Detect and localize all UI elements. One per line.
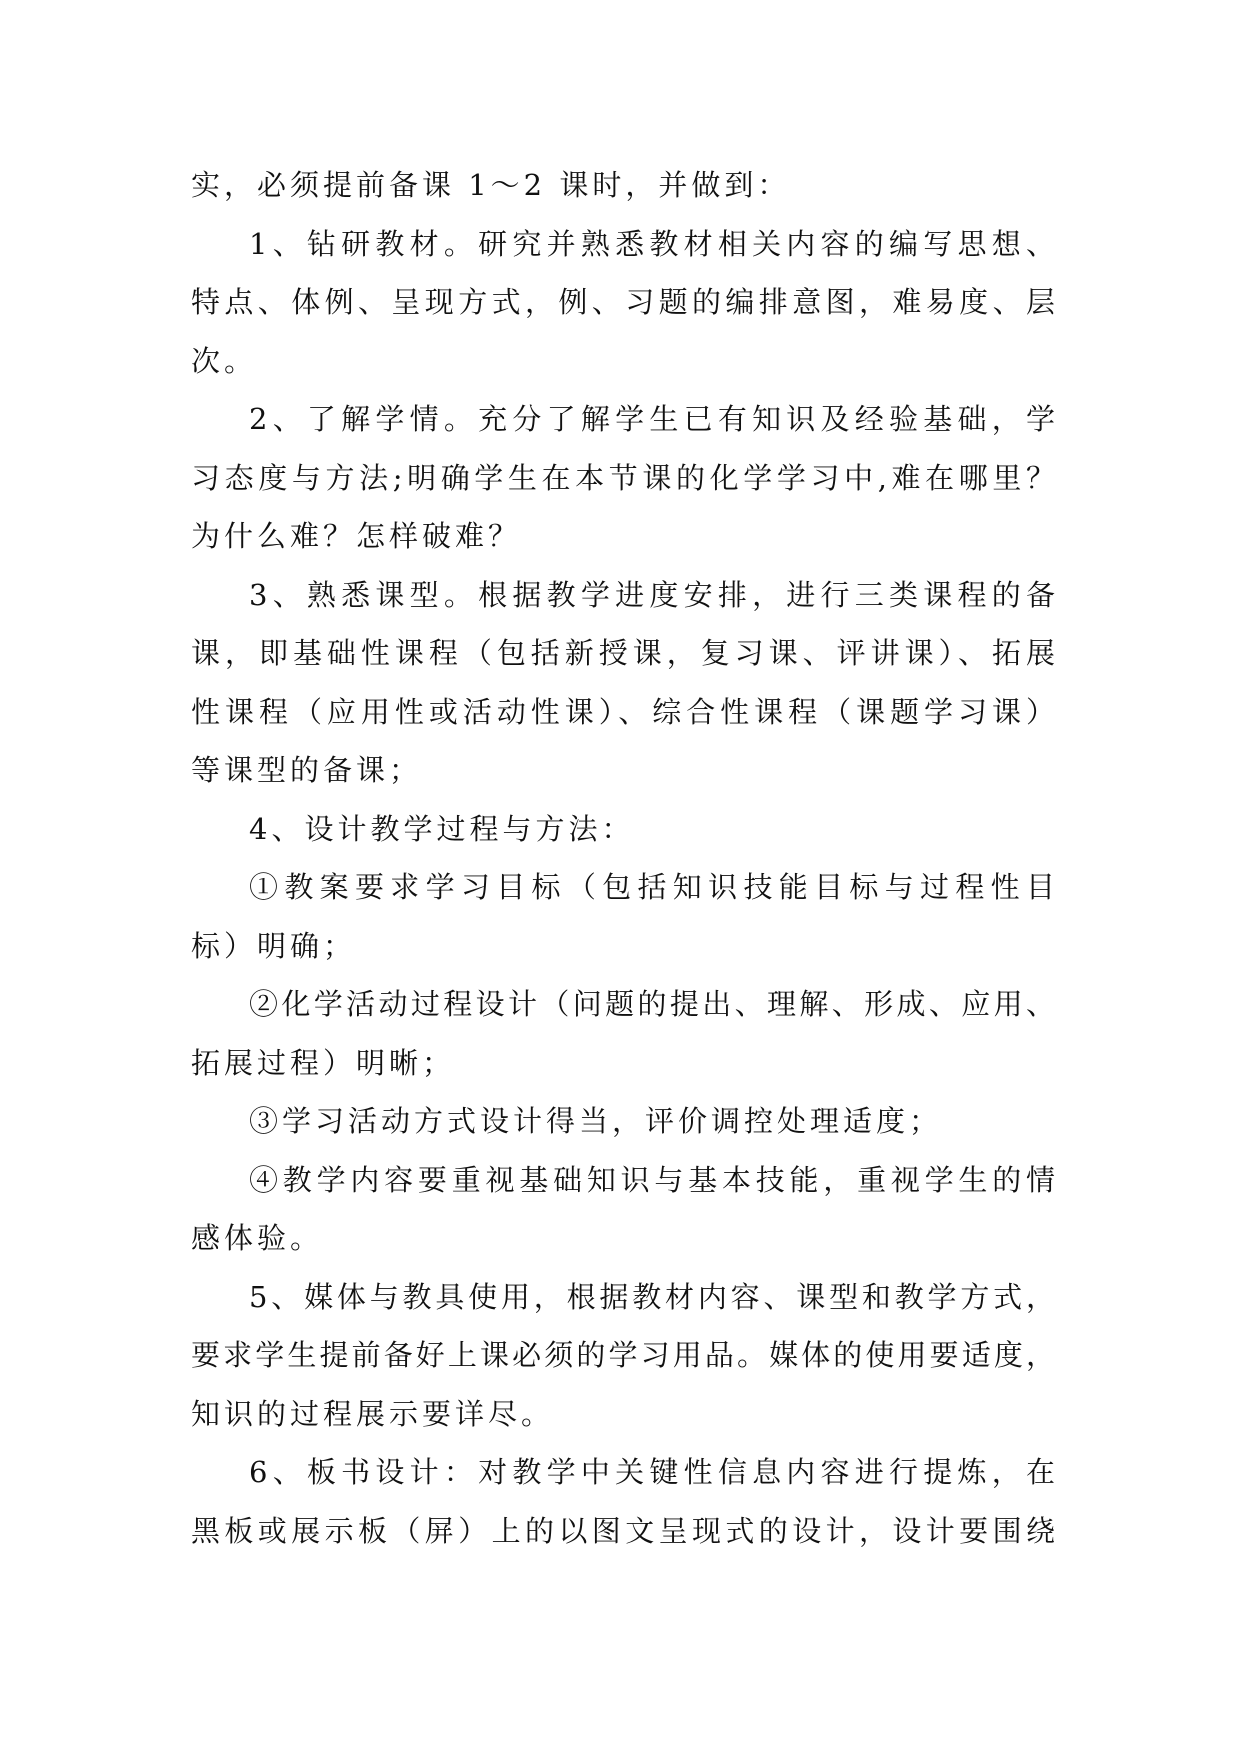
paragraph-continuation [191,156,1055,215]
paragraph-item-2 [191,975,1055,1092]
text-line: 实，必须提前备课 1～2 课时，并做到： [191,168,791,202]
paragraph-lesson-types [191,566,1055,800]
text-line: 要求学生提前备好上课必须的学习用品。媒体的使用要适度， [191,1338,1055,1372]
text-line: 知识的过程展示要详尽。 [191,1396,555,1431]
text-line: 6、板书设计：对教学中关键性信息内容进行提炼，在 [249,1455,1055,1489]
text-line: 2、了解学情。充分了解学生已有知识及经验基础，学 [249,402,1055,436]
text-line: 3、熟悉课型。根据教学进度安排，进行三类课程的备 [249,577,1055,612]
text-line: ③学习活动方式设计得当，评价调控处理适度； [249,1104,943,1138]
text-line: ①教案要求学习目标（包括知识技能目标与过程性目 [249,870,1055,904]
text-line: 次。 [191,343,258,378]
paragraph-understand-students [191,390,1055,566]
paragraph-board-design [191,1443,1055,1560]
text-line: 特点、体例、呈现方式，例、习题的编排意图，难易度、层 [191,285,1055,319]
text-line: 标）明确； [191,928,357,963]
paragraph-item-3 [191,1092,1055,1151]
text-line: 性课程（应用性或活动性课）、综合性课程（课题学习课） [191,694,1055,729]
paragraph-media-tools [191,1268,1055,1444]
paragraph-study-textbook [191,215,1055,391]
text-line: 课，即基础性课程（包括新授课，复习课、评讲课）、拓展 [191,636,1055,670]
text-line: ②化学活动过程设计（问题的提出、理解、形成、应用、 [249,987,1055,1021]
text-line: 黑板或展示板（屏）上的以图文呈现式的设计，设计要围绕 [191,1513,1055,1548]
text-line: 5、媒体与教具使用，根据教材内容、课型和教学方式， [249,1279,1055,1314]
paragraph-item-4 [191,1151,1055,1268]
text-line: 4、设计教学过程与方法： [249,811,635,846]
document-body [191,156,1055,1560]
text-line: 等课型的备课； [191,753,423,787]
text-line: 习态度与方法;明确学生在本节课的化学学习中,难在哪里？ [191,460,1055,495]
text-line: ④教学内容要重视基础知识与基本技能，重视学生的情 [249,1162,1055,1197]
paragraph-design-process [191,800,1055,859]
text-line: 1、钻研教材。研究并熟悉教材相关内容的编写思想、 [249,226,1055,261]
text-line: 为什么难？怎样破难？ [191,519,522,553]
text-line: 拓展过程）明晰； [191,1045,456,1080]
paragraph-item-1 [191,858,1055,975]
text-line: 感体验。 [191,1221,324,1255]
